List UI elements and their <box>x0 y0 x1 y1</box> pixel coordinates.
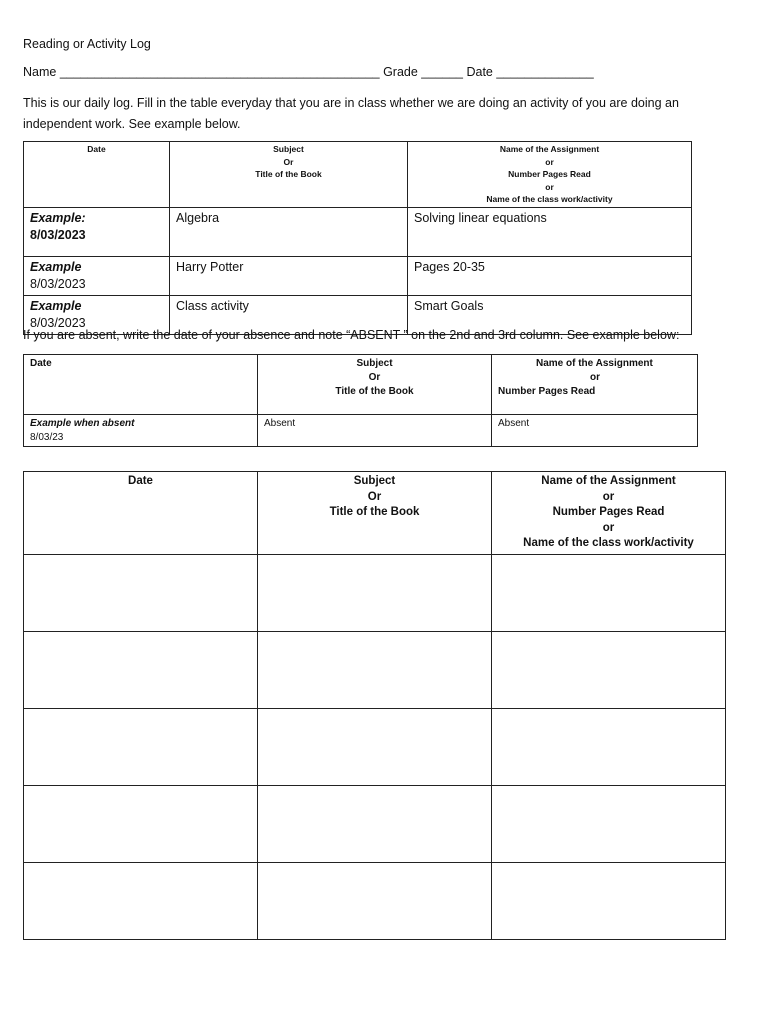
header-assignment-line: or <box>602 521 615 534</box>
example-table-header-row <box>24 142 692 208</box>
absent-date: 8/03/23 <box>30 431 64 443</box>
example-label: Example <box>30 298 82 313</box>
example-table <box>23 141 692 335</box>
absent-subject-cell: Absent <box>258 415 492 447</box>
header-assignment-line: Name of the class work/activity <box>523 537 694 549</box>
header-assignment-line: or <box>590 372 600 383</box>
table-row <box>24 862 726 939</box>
log-subject-cell[interactable] <box>258 554 492 631</box>
log-subject-cell[interactable] <box>258 785 492 862</box>
table-row <box>24 708 726 785</box>
header-date: Date <box>24 142 170 208</box>
page-title: Reading or Activity Log <box>23 37 151 51</box>
header-assignment <box>492 472 726 555</box>
table-row <box>24 631 726 708</box>
header-subject-line: Title of the Book <box>329 506 420 518</box>
header-assignment <box>408 142 692 208</box>
name-grade-date-line[interactable]: Name ______________________________________________ Grade ______ Date ______________ <box>23 65 594 79</box>
example-date: 8/03/2023 <box>30 276 86 291</box>
log-subject-cell[interactable] <box>258 708 492 785</box>
header-subject-line: Title of the Book <box>255 169 322 179</box>
header-assignment-line: Name of the Assignment <box>536 358 653 369</box>
header-subject-line: Subject <box>356 358 393 369</box>
header-subject-line: Or <box>367 490 382 503</box>
log-date-cell[interactable] <box>24 785 258 862</box>
log-table-header-row <box>24 472 726 555</box>
log-assignment-cell[interactable] <box>492 708 726 785</box>
header-subject <box>170 142 408 208</box>
absent-instructions: If you are absent, write the date of your absence and note “ABSENT ” on the 2nd and 3rd column. See example below: <box>23 328 680 342</box>
example-date: 8/03/2023 <box>30 315 86 330</box>
log-assignment-cell[interactable] <box>492 862 726 939</box>
log-subject-cell[interactable] <box>258 862 492 939</box>
absent-example-table <box>23 354 698 447</box>
example-assignment-cell: Solving linear equations <box>408 207 692 256</box>
log-date-cell[interactable] <box>24 862 258 939</box>
absent-assignment-cell: Absent <box>492 415 698 447</box>
log-assignment-cell[interactable] <box>492 631 726 708</box>
absent-date-cell <box>24 415 258 447</box>
table-row <box>24 785 726 862</box>
log-assignment-cell[interactable] <box>492 554 726 631</box>
absent-table-header-row <box>24 355 698 415</box>
header-assignment-line: Number Pages Read <box>498 386 596 397</box>
log-date-cell[interactable] <box>24 708 258 785</box>
header-assignment-line: Name of the Assignment <box>499 144 600 154</box>
header-assignment-line: or <box>545 181 554 192</box>
header-assignment-line: Number Pages Read <box>508 169 591 179</box>
header-assignment-line: Name of the Assignment <box>541 475 676 487</box>
example-subject-cell: Class activity <box>170 295 408 334</box>
table-row <box>24 207 692 256</box>
example-date: 8/03/2023 <box>30 227 86 242</box>
header-subject <box>258 472 492 555</box>
example-date-cell <box>24 207 170 256</box>
log-assignment-cell[interactable] <box>492 785 726 862</box>
header-assignment-line: Number Pages Read <box>552 506 665 518</box>
log-subject-cell[interactable] <box>258 631 492 708</box>
example-label: Example: <box>30 210 86 225</box>
header-assignment-line: Name of the class work/activity <box>486 194 613 204</box>
header-subject-line: Title of the Book <box>335 386 414 397</box>
table-row <box>24 256 692 295</box>
header-subject <box>258 355 492 415</box>
header-assignment-line: or <box>602 490 615 503</box>
log-date-cell[interactable] <box>24 631 258 708</box>
header-subject-line: Or <box>368 372 381 383</box>
example-label: Example <box>30 259 82 274</box>
instructions-paragraph: This is our daily log. Fill in the table everyday that you are in class whether we are doing an activity of you are doing an independent work. See example below. <box>23 96 679 131</box>
example-date-cell <box>24 256 170 295</box>
header-subject-line: Subject <box>353 475 396 487</box>
header-date: Date <box>24 472 258 555</box>
example-assignment-cell: Pages 20-35 <box>408 256 692 295</box>
header-assignment-line: or <box>545 156 554 167</box>
table-row <box>24 415 698 447</box>
table-row <box>24 554 726 631</box>
example-subject-cell: Harry Potter <box>170 256 408 295</box>
header-date: Date <box>24 355 258 415</box>
log-table <box>23 471 726 940</box>
absent-example-label: Example when absent <box>30 418 135 429</box>
header-assignment <box>492 355 698 415</box>
header-subject-line: Subject <box>273 144 304 154</box>
example-assignment-cell: Smart Goals <box>408 295 692 334</box>
example-subject-cell: Algebra <box>170 207 408 256</box>
log-date-cell[interactable] <box>24 554 258 631</box>
header-subject-line: Or <box>283 156 294 167</box>
